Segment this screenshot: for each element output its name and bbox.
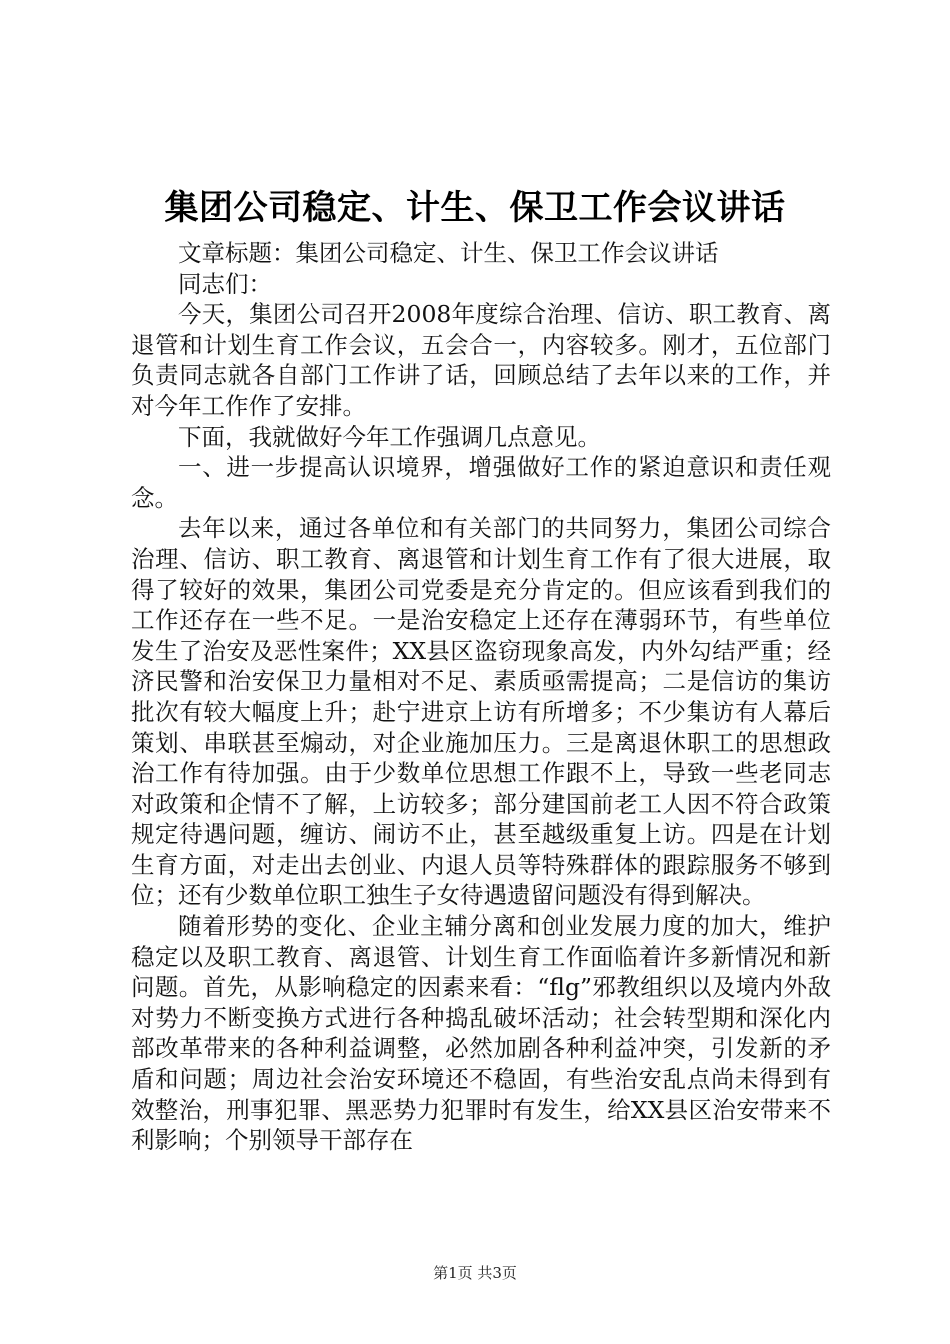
paragraph: 下面，我就做好今年工作强调几点意见。 [178, 422, 601, 451]
section-heading: 一、进一步提高认识境界，增强做好工作的紧迫意识和责任观念。 [131, 453, 831, 512]
document-title: 集团公司稳定、计生、保卫工作会议讲话 [164, 188, 786, 228]
page-number: 第1页 共3页 [433, 1264, 517, 1282]
paragraph: 随着形势的变化、企业主辅分离和创业发展力度的加大，维护稳定以及职工教育、离退管、计划生育工作面临着许多新情况和新问题。首先，从影响稳定的因素来看：“flg”邪教组织以及境内外敌对势力不断变换方式进行各种捣乱破坏活动；社会转型期和深化内部改革带来的各种利益调整，必然加剧各种利益冲突，引发新的矛盾和问题；周边社会治安环境还不稳固，有些治安乱点尚未得到有效整治，刑事犯罪、黑恶势力犯罪时有发生，给XX县区治安带来不利影响；个别领导干部存在 [131, 912, 831, 1155]
paragraph: 今天，集团公司召开2008年度综合治理、信访、职工教育、离退管和计划生育工作会议，五会合一，内容较多。刚才，五位部门负责同志就各自部门工作讲了话，回顾总结了去年以来的工作，并对今年工作作了安排。 [131, 300, 831, 420]
article-title-line: 文章标题：集团公司稳定、计生、保卫工作会议讲话 [178, 239, 719, 267]
salutation: 同志们： [178, 269, 272, 298]
document-body [131, 238, 831, 1156]
paragraph: 去年以来，通过各单位和有关部门的共同努力，集团公司综合治理、信访、职工教育、离退管和计划生育工作有了很大进展，取得了较好的效果，集团公司党委是充分肯定的。但应该看到我们的工作还存在一些不足。一是治安稳定上还存在薄弱环节，有些单位发生了治安及恶性案件；XX县区盗窃现象高发，内外勾结严重；经济民警和治安保卫力量相对不足、素质亟需提高；二是信访的集访批次有较大幅度上升；赴宁进京上访有所增多；不少集访有人幕后策划、串联甚至煽动，对企业施加压力。三是离退休职工的思想政治工作有待加强。由于少数单位思想工作跟不上，导致一些老同志对政策和企情不了解，上访较多；部分建国前老工人因不符合政策规定待遇问题，缠访、闹访不止，甚至越级重复上访。四是在计划生育方面，对走出去创业、内退人员等特殊群体的跟踪服务不够到位；还有少数单位职工独生子女待遇遗留问题没有得到解决。 [131, 514, 831, 910]
